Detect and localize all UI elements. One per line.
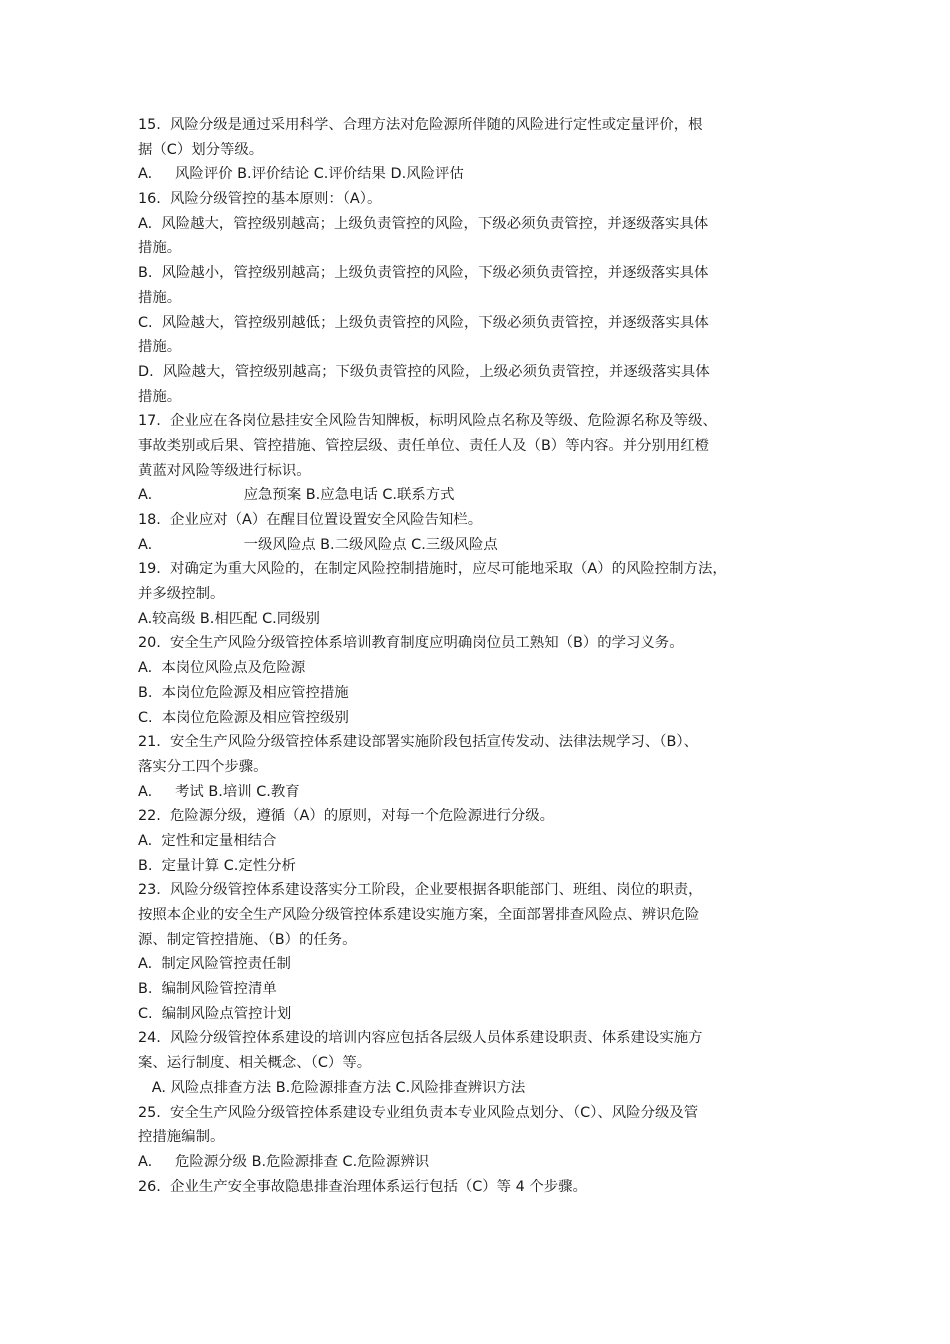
text-line: D. 风险越大，管控级别越高；下级负责管控的风险，上级必须负责管控，并逐级落实具体 (138, 363, 710, 380)
text-line: A. 风险评价 B.评价结论 C.评价结果 D.风险评估 (138, 166, 464, 183)
text-line: 措施。 (138, 289, 182, 306)
text-line: 案、运行制度、相关概念、（C）等。 (138, 1055, 372, 1072)
text-line: 18. 企业应对（A）在醒目位置设置安全风险告知栏。 (138, 512, 483, 528)
text-line: 19. 对确定为重大风险的，在制定风险控制措施时，应尽可能地采取（A）的风险控制方法， (138, 561, 727, 578)
text-line: 17. 企业应在各岗位悬挂安全风险告知牌板，标明风险点名称及等级、危险源名称及等级、 (138, 413, 717, 430)
text-line: 16. 风险分级管控的基本原则：（A）。 (138, 191, 382, 208)
text-line: 15. 风险分级是通过采用科学、合理方法对危险源所伴随的风险进行定性或定量评价，根 (138, 117, 703, 133)
text-line: A. 本岗位风险点及危险源 (138, 660, 306, 677)
text-line: 控措施编制。 (138, 1129, 225, 1146)
text-line: 24. 风险分级管控体系建设的培训内容应包括各层级人员体系建设职责、体系建设实施方 (138, 1030, 703, 1047)
text-line: 20. 安全生产风险分级管控体系培训教育制度应明确岗位员工熟知（B）的学习义务。 (138, 635, 684, 652)
text-line: A. 定性和定量相结合 (138, 832, 277, 849)
text-line: B. 编制风险管控清单 (138, 981, 277, 998)
text-line: 据（C）划分等级。 (138, 141, 264, 158)
text-line: 落实分工四个步骤。 (138, 758, 268, 775)
document-body (138, 113, 818, 1199)
text-line: A. 风险越大，管控级别越高；上级负责管控的风险，下级必须负责管控，并逐级落实具体 (138, 215, 709, 232)
text-line: C. 本岗位危险源及相应管控级别 (138, 709, 349, 726)
text-line: C. 风险越大，管控级别越低；上级负责管控的风险，下级必须负责管控，并逐级落实具体 (138, 314, 709, 331)
text-line: 事故类别或后果、管控措施、管控层级、责任单位、责任人及（B）等内容。并分别用红橙 (138, 437, 710, 454)
text-line: A. 危险源分级 B.危险源排查 C.危险源辨识 (138, 1153, 430, 1170)
text-line: C. 编制风险点管控计划 (138, 1005, 292, 1022)
text-line: A. 一级风险点 B.二级风险点 C.三级风险点 (138, 536, 498, 553)
text-line: 21. 安全生产风险分级管控体系建设部署实施阶段包括宣传发动、法律法规学习、（B）、 (138, 734, 698, 751)
text-line: A. 应急预案 B.应急电话 C.联系方式 (138, 487, 455, 504)
text-line: A. 风险点排查方法 B.危险源排查方法 C.风险排查辨识方法 (138, 1079, 526, 1096)
text-line: 措施。 (138, 388, 182, 405)
text-line: 源、制定管控措施、（B）的任务。 (138, 931, 357, 948)
text-line: 措施。 (138, 240, 182, 257)
text-line: A. 考试 B.培训 C.教育 (138, 783, 300, 800)
text-line: B. 定量计算 C.定性分析 (138, 857, 296, 874)
text-line: 按照本企业的安全生产风险分级管控体系建设实施方案，全面部署排查风险点、辨识危险 (138, 907, 700, 923)
text-line: A. 制定风险管控责任制 (138, 956, 291, 973)
text-line: 26. 企业生产安全事故隐患排查治理体系运行包括（C）等 4 个步骤。 (138, 1178, 587, 1195)
text-line: B. 本岗位危险源及相应管控措施 (138, 684, 349, 701)
text-line: 22. 危险源分级，遵循（A）的原则，对每一个危险源进行分级。 (138, 808, 555, 825)
text-line: 措施。 (138, 339, 182, 356)
text-line: 23. 风险分级管控体系建设落实分工阶段，企业要根据各职能部门、班组、岗位的职责， (138, 882, 703, 899)
text-line: A.较高级 B.相匹配 C.同级别 (138, 610, 320, 627)
text-line: B. 风险越小，管控级别越高；上级负责管控的风险，下级必须负责管控，并逐级落实具体 (138, 265, 709, 282)
text-line: 25. 安全生产风险分级管控体系建设专业组负责本专业风险点划分、（C）、风险分级及管 (138, 1104, 699, 1121)
text-line: 并多级控制。 (138, 586, 225, 603)
text-line: 黄蓝对风险等级进行标识。 (138, 462, 311, 479)
